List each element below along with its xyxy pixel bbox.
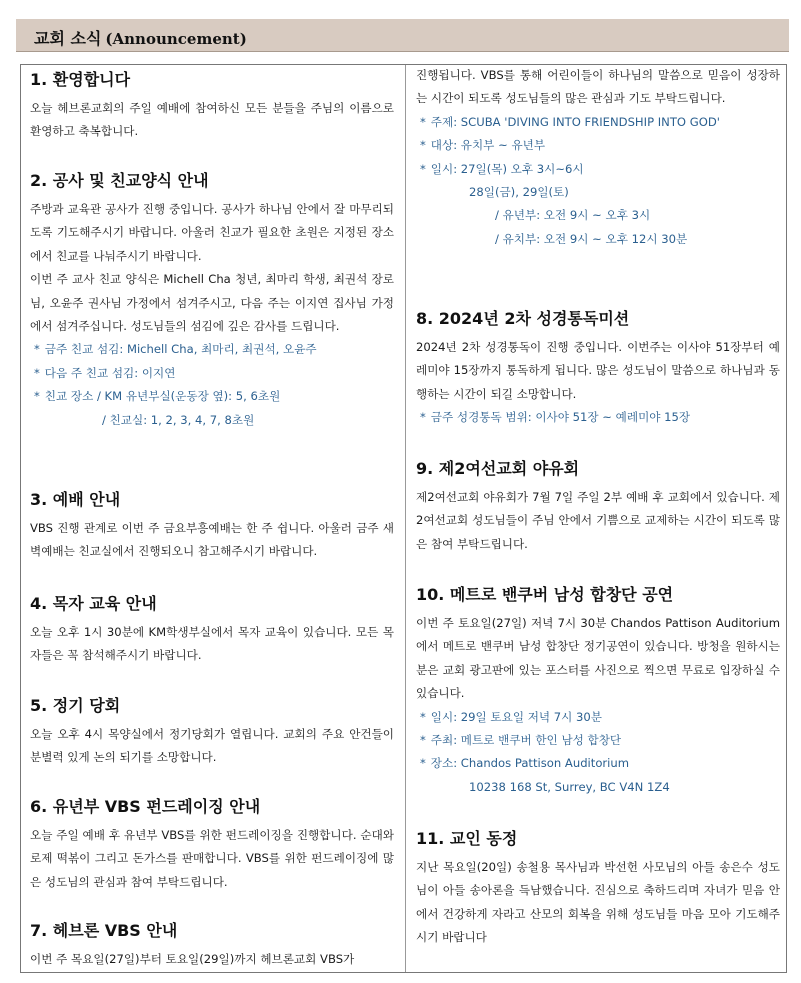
column-divider (405, 65, 406, 972)
section-title: 11. 교인 동정 (416, 829, 518, 848)
section-title: 3. 예배 안내 (30, 490, 121, 509)
section-body: 오늘 오후 1시 30분에 KM학생부실에서 목자 교육이 있습니다. 모든 목자들은 꼭 참석해주시기 바랍니다. (30, 625, 394, 663)
section-body: VBS 진행 관계로 이번 주 금요부흥예배는 한 주 쉽니다. 아울러 금주 새벽예배는 친교실에서 진행되오니 참고해주시기 바랍니다. (30, 521, 394, 559)
bullet-continuation: 28일(금), 29일(토) (469, 185, 569, 200)
section-body: 이번 주 토요일(27일) 저녁 7시 30분 Chandos Pattison Auditorium에서 메트로 밴쿠버 남성 합창단 정기공연이 있습니다. 방청을 원하시는 분은 교회 광고판에 있는 포스터를 사진으로 찍으면 무료로 입장하실 수 있습니다. (416, 616, 780, 701)
section-worship (30, 489, 394, 564)
section-body: 제2여선교회 야유회가 7월 7일 주일 2부 예배 후 교회에서 있습니다. 제2여선교회 성도님들이 주님 안에서 기쁨으로 교제하는 시간이 되도록 많은 참여 부탁드립니다. (416, 490, 780, 551)
section-body: 이번 주 교사 친교 양식은 Michell Cha 청년, 최마리 학생, 최권석 장로님, 오윤주 권사님 가정에서 섬겨주시고, 다음 주는 이지연 집사님 가정에서 섬겨주십니다. 성도님들의 섬김에 깊은 감사를 드립니다. (30, 272, 394, 334)
section-body: 주방과 교육관 공사가 진행 중입니다. 공사가 하나님 안에서 잘 마무리되도록 기도해주시기 바랍니다. 아울러 친교가 필요한 초원은 지정된 장소에서 친교를 나눠주시기 바랍니다. (30, 202, 394, 263)
header-title (34, 26, 247, 49)
bullet-icon: * (420, 709, 426, 724)
bullet-icon: * (420, 161, 426, 176)
section-bible-reading (416, 308, 780, 430)
section-title: 8. 2024년 2차 성경통독미션 (416, 309, 630, 328)
bullet-item: * 주최: 메트로 밴쿠버 한인 남성 합창단 (420, 733, 622, 748)
bullet-icon: * (420, 733, 426, 748)
section-choir-concert (416, 584, 780, 799)
section-picnic (416, 458, 780, 556)
section-title: 5. 정기 당회 (30, 696, 121, 715)
section-body: 이번 주 목요일(27일)부터 토요일(29일)까지 헤브론교회 VBS가 (30, 952, 355, 966)
section-title: 6. 유년부 VBS 펀드레이징 안내 (30, 797, 261, 816)
header-title-ko: 교회 소식 (34, 29, 102, 48)
bullet-item: * 일시: 29일 토요일 저녁 7시 30분 (420, 709, 603, 724)
bullet-continuation: / 유년부: 오전 9시 ~ 오후 3시 (495, 208, 651, 223)
section-title: 10. 메트로 밴쿠버 남성 합창단 공연 (416, 585, 674, 604)
section-body: 오늘 주일 예배 후 유년부 VBS를 위한 펀드레이징을 진행합니다. 순대와 로제 떡볶이 그리고 돈가스를 판매합니다. VBS를 위한 펀드레이징에 많은 성도님의 관심과 참여 부탁드립니다. (30, 828, 394, 889)
bullet-item: * 다음 주 친교 섬김: 이지연 (34, 365, 176, 380)
bullet-continuation: / 유치부: 오전 9시 ~ 오후 12시 30분 (495, 231, 688, 246)
announcement-header (16, 19, 789, 52)
section-fundraising (30, 796, 394, 894)
section-body: 지난 목요일(20일) 송철용 목사님과 박선헌 사모님의 아들 송은수 성도님이 아들 송아론을 득남했습니다. 진심으로 축하드리며 자녀가 믿음 안에서 건강하게 자라고 산모의 회복을 위해 성도님들 마음 모아 기도해주시기 바랍니다 (416, 860, 780, 945)
bullet-icon: * (420, 410, 426, 425)
section-body: 진행됩니다. VBS를 통해 어린이들이 하나님의 말씀으로 믿음이 성장하는 시간이 되도록 성도님들의 많은 관심과 기도 부탁드립니다. (416, 68, 780, 106)
bullet-item: * 금주 성경통독 범위: 이사야 51장 ~ 예레미야 15장 (420, 410, 691, 425)
section-title: 1. 환영합니다 (30, 70, 131, 89)
section-welcome (30, 69, 394, 144)
bullet-item: * 주제: SCUBA 'DIVING INTO FRIENDSHIP INTO GOD' (420, 114, 720, 129)
section-body: 오늘 오후 4시 목양실에서 정기당회가 열립니다. 교회의 주요 안건들이 분별력 있게 논의 되기를 소망합니다. (30, 727, 394, 765)
section-construction (30, 170, 394, 432)
section-vbs (30, 920, 394, 971)
section-session (30, 695, 394, 770)
bullet-icon: * (420, 138, 426, 153)
bullet-continuation: 10238 168 St, Surrey, BC V4N 1Z4 (469, 779, 670, 794)
bullet-item: * 일시: 27일(목) 오후 3시~6시 (420, 161, 584, 176)
section-body: 2024년 2차 성경통독이 진행 중입니다. 이번주는 이사야 51장부터 예레미야 15장까지 통독하게 됩니다. 많은 성도님이 말씀으로 하나님과 동행하는 시간이 되길 소망합니다. (416, 340, 780, 401)
section-title: 4. 목자 교육 안내 (30, 594, 157, 613)
section-title: 2. 공사 및 친교양식 안내 (30, 171, 209, 190)
section-vbs-continued (416, 64, 780, 251)
bullet-icon: * (420, 114, 426, 129)
section-shepherd-training (30, 593, 394, 668)
section-body: 오늘 헤브론교회의 주일 예배에 참여하신 모든 분들을 주님의 이름으로 환영하고 축복합니다. (30, 101, 394, 139)
bullet-item: * 금주 친교 섬김: Michell Cha, 최마리, 최권석, 오윤주 (34, 342, 317, 357)
bullet-icon: * (34, 389, 40, 404)
section-title: 7. 헤브론 VBS 안내 (30, 921, 178, 940)
bullet-item: * 대상: 유치부 ~ 유년부 (420, 138, 546, 153)
bullet-icon: * (34, 365, 40, 380)
section-member-news (416, 828, 780, 950)
bullet-item: * 친교 장소 / KM 유년부실(운동장 옆): 5, 6초원 (34, 389, 281, 404)
bullet-continuation: / 친교실: 1, 2, 3, 4, 7, 8초원 (102, 412, 255, 427)
bullet-icon: * (34, 342, 40, 357)
section-title: 9. 제2여선교회 야유회 (416, 459, 580, 478)
bullet-icon: * (420, 756, 426, 771)
bullet-item: * 장소: Chandos Pattison Auditorium (420, 756, 630, 771)
header-title-en: (Announcement) (105, 30, 247, 48)
